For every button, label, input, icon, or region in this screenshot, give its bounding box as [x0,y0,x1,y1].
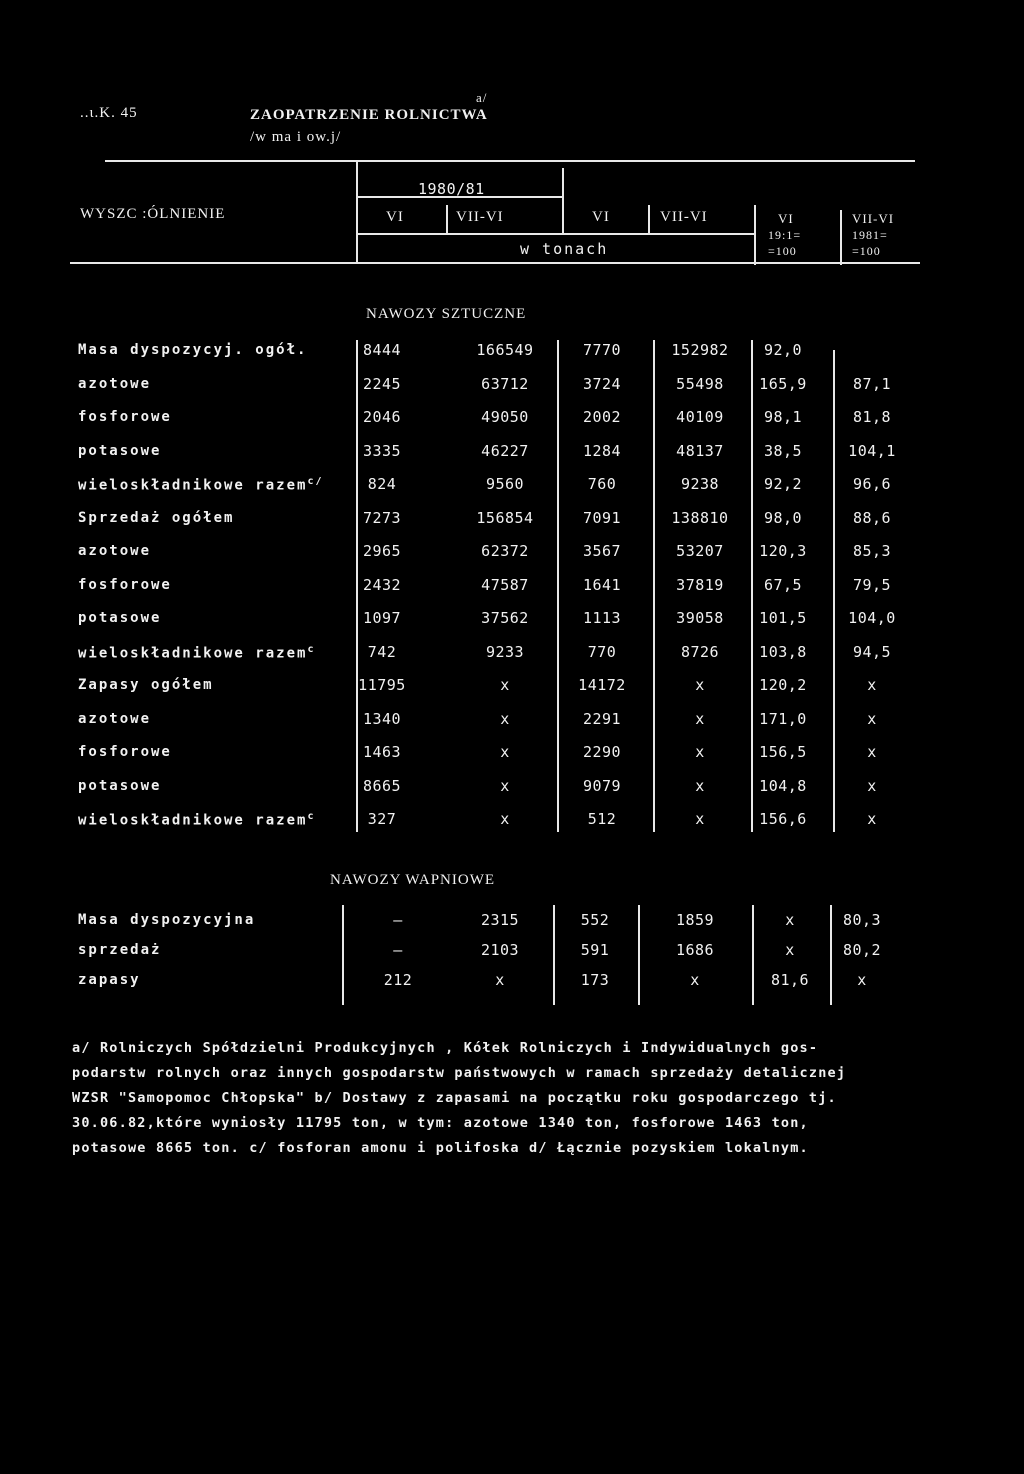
table-cell: 14172 [578,676,626,694]
table-cell: 824 [367,475,397,493]
table-cell: 2046 [362,408,402,426]
header-rule-bottom [70,262,920,264]
table-cell: 760 [587,475,617,493]
header-rule [356,233,754,235]
table-cell: 3335 [362,441,402,460]
table-cell: x [695,810,705,828]
table-cell: 49050 [481,408,529,426]
table-cell: 2002 [582,408,622,426]
table-cell: x [867,676,877,694]
table-cell: 3567 [582,542,622,560]
row-label: potasowe [78,777,162,794]
table-cell: 88,6 [852,508,892,527]
row-label: wieloskładnikowe razem$^c$ [78,643,316,662]
table-cell: 38,5 [763,441,803,460]
col-header-5-index: =100 [768,244,797,258]
row-label: fosforowe [78,744,172,760]
footnote-ref: c [307,643,316,655]
table-cell: 9233 [485,642,525,661]
table-cell: 101,5 [759,609,807,627]
section-title-lime: NAWOZY WAPNIOWE [330,872,496,888]
table-cell: 80,2 [842,941,882,959]
table-cell: 98,0 [763,508,803,527]
table-cell: 11795 [358,676,406,694]
table-cell: 2291 [582,709,622,728]
table-cell: x [500,776,510,795]
table-cell: 1284 [582,441,622,460]
row-label: wieloskładnikowe razem$^{c/}$ [78,476,324,494]
table-cell: – [393,941,403,959]
table-cell: 156,5 [759,743,807,761]
header-divider [356,160,358,262]
header-divider [446,205,448,233]
footnote-line: podarstw rolnych oraz innych gospodarstw państwowych w ramach sprzedaży detalicznej [72,1065,847,1081]
table-cell: 7091 [582,508,622,527]
column-label-header: WYSZC :ÓLNIENIE [80,206,226,222]
table-cell: 40109 [676,408,724,426]
table-cell: x [867,709,877,728]
table-cell: 8726 [680,642,720,661]
row-label: azotowe [78,710,152,727]
table-cell: x [500,743,510,761]
table-cell: 103,8 [759,642,807,661]
table-cell: 2103 [480,941,520,959]
table-cell: 87,1 [852,374,892,393]
table-cell: 1113 [582,609,622,627]
table-cell: 212 [383,971,413,989]
table-cell: 1340 [362,709,402,728]
table-cell: – [393,911,403,929]
table-cell: 3724 [582,374,622,393]
row-label: Masa dyspozycyj. ogół. [78,342,308,358]
footnote-line: WZSR "Samopomoc Chłopska" b/ Dostawy z zapasami na początku roku gospodarczego tj. [72,1090,837,1106]
table-cell: 327 [367,810,397,828]
table-cell: x [695,743,705,761]
title-footnote-mark: a/ [476,90,488,105]
table-cell: 2315 [480,911,520,929]
table-cell: 7770 [582,341,622,359]
table-cell: 94,5 [852,642,892,661]
header-divider [648,205,650,233]
table-cell: 591 [580,941,610,959]
table-cell: x [695,709,705,728]
table-cell: x [857,971,867,989]
row-label: Zapasy ogółem [78,677,214,693]
row-label: azotowe [78,375,152,392]
footnote-line: 30.06.82,które wyniosły 11795 ton, w tym: azotowe 1340 ton, fosforowe 1463 ton, [72,1115,809,1131]
row-label: sprzedaż [78,942,162,958]
table-cell: x [500,676,510,694]
row-label: fosforowe [78,576,172,593]
table-cell: 1859 [675,911,715,929]
table-cell: 62372 [481,542,529,560]
table-cell: 92,0 [763,341,803,359]
table-cell: 156854 [476,508,534,527]
table-cell: 156,6 [759,810,807,828]
period-header: 1980/81 [418,180,485,198]
table-cell: 79,5 [852,575,892,594]
table-cell: 9079 [582,776,622,795]
table-cell: x [695,776,705,795]
col-header-6-base: 1981= [852,228,888,242]
row-label: azotowe [78,543,152,559]
table-cell: x [695,676,705,694]
table-cell: 98,1 [763,408,803,426]
table-cell: 2965 [362,542,402,560]
table-cell: x [867,810,877,828]
table-cell: 770 [587,642,617,661]
table-cell: 81,6 [770,971,810,989]
footnote-line: a/ Rolniczych Spółdzielni Produkcyjnych , Kółek Rolniczych i Indywidualnych gos- [72,1040,819,1056]
table-cell: 138810 [671,508,729,527]
table-cell: 9238 [680,475,720,493]
table-subtitle: /w ma i ow.j/ [250,129,342,145]
table-cell: x [785,941,795,959]
row-label: Sprzedaż ogółem [78,509,235,526]
col-header-5: VI [778,211,794,226]
table-cell: 55498 [676,374,724,393]
table-cell: 37819 [676,575,724,594]
header-rule-top [105,160,915,162]
table-cell: 48137 [676,441,724,460]
table-cell: 104,8 [759,776,807,795]
row-label: fosforowe [78,409,172,425]
table-cell: x [690,971,700,989]
header-divider [562,168,564,208]
table-cell: 552 [580,911,610,929]
col-header-3: VI [592,209,610,225]
table-cell: x [500,810,510,828]
table-cell: 166549 [476,341,534,359]
table-cell: 173 [580,971,610,989]
table-cell: 53207 [676,542,724,560]
table-cell: 7273 [362,508,402,527]
col-header-2: VII-VI [456,209,504,225]
footnote-line: potasowe 8665 ton. c/ fosforan amonu i polifoska d/ Łącznie pozyskiem lokalnym. [72,1140,809,1156]
table-cell: 171,0 [759,709,807,728]
footnote-ref: c/ [307,476,324,487]
table-cell: 1641 [582,575,622,594]
table-cell: 80,3 [842,911,882,929]
table-cell: x [495,971,505,989]
col-header-6-index: =100 [852,244,881,258]
header-divider [562,205,564,233]
table-cell: 2432 [362,575,402,594]
table-cell: 39058 [676,609,724,627]
table-cell: x [785,911,795,929]
table-cell: 2290 [582,743,622,761]
table-cell: 46227 [481,441,529,460]
table-cell: 8444 [362,341,402,359]
table-cell: 37562 [481,609,529,627]
header-divider [840,210,842,265]
table-cell: 92,2 [763,475,803,493]
table-cell: 67,5 [763,575,803,594]
footnote-ref: c [307,811,316,822]
table-cell: 120,2 [759,676,807,694]
table-cell: 81,8 [852,408,892,426]
table-cell: 104,1 [848,441,896,460]
table-cell: 47587 [481,575,529,594]
row-label: Masa dyspozycyjna [78,912,256,928]
table-cell: 165,9 [759,374,807,393]
table-title: ZAOPATRZENIE ROLNICTWA [250,107,488,123]
table-cell: 85,3 [852,542,892,560]
table-cell: 120,3 [759,542,807,560]
col-header-5-base: 19:1= [768,228,802,242]
col-header-4: VII-VI [660,209,708,225]
table-cell: 512 [587,810,617,828]
col-header-6: VII-VI [852,211,895,226]
table-cell: 1097 [362,609,402,627]
header-divider [754,205,756,265]
table-cell: 1686 [675,941,715,959]
table-cell: x [500,709,510,728]
table-cell: x [867,776,877,795]
table-cell: 1463 [362,743,402,761]
table-cell: 9560 [485,475,525,493]
table-cell: 63712 [481,374,529,393]
col-header-1: VI [386,209,404,225]
row-label: wieloskładnikowe razem$^c$ [78,811,316,829]
section-title-fertilizers: NAWOZY SZTUCZNE [366,306,527,322]
table-cell: 104,0 [848,609,896,627]
row-label: potasowe [78,610,162,626]
row-label: zapasy [78,972,141,988]
table-cell: 742 [367,642,397,661]
table-cell: 96,6 [852,475,892,493]
row-label: potasowe [78,442,162,459]
table-cell: x [867,743,877,761]
unit-label: w tonach [520,240,609,258]
table-cell: 2245 [362,374,402,393]
table-cell: 8665 [362,776,402,795]
table-cell: 152982 [671,341,729,359]
table-number: ..ɩ.K. 45 [80,105,138,121]
